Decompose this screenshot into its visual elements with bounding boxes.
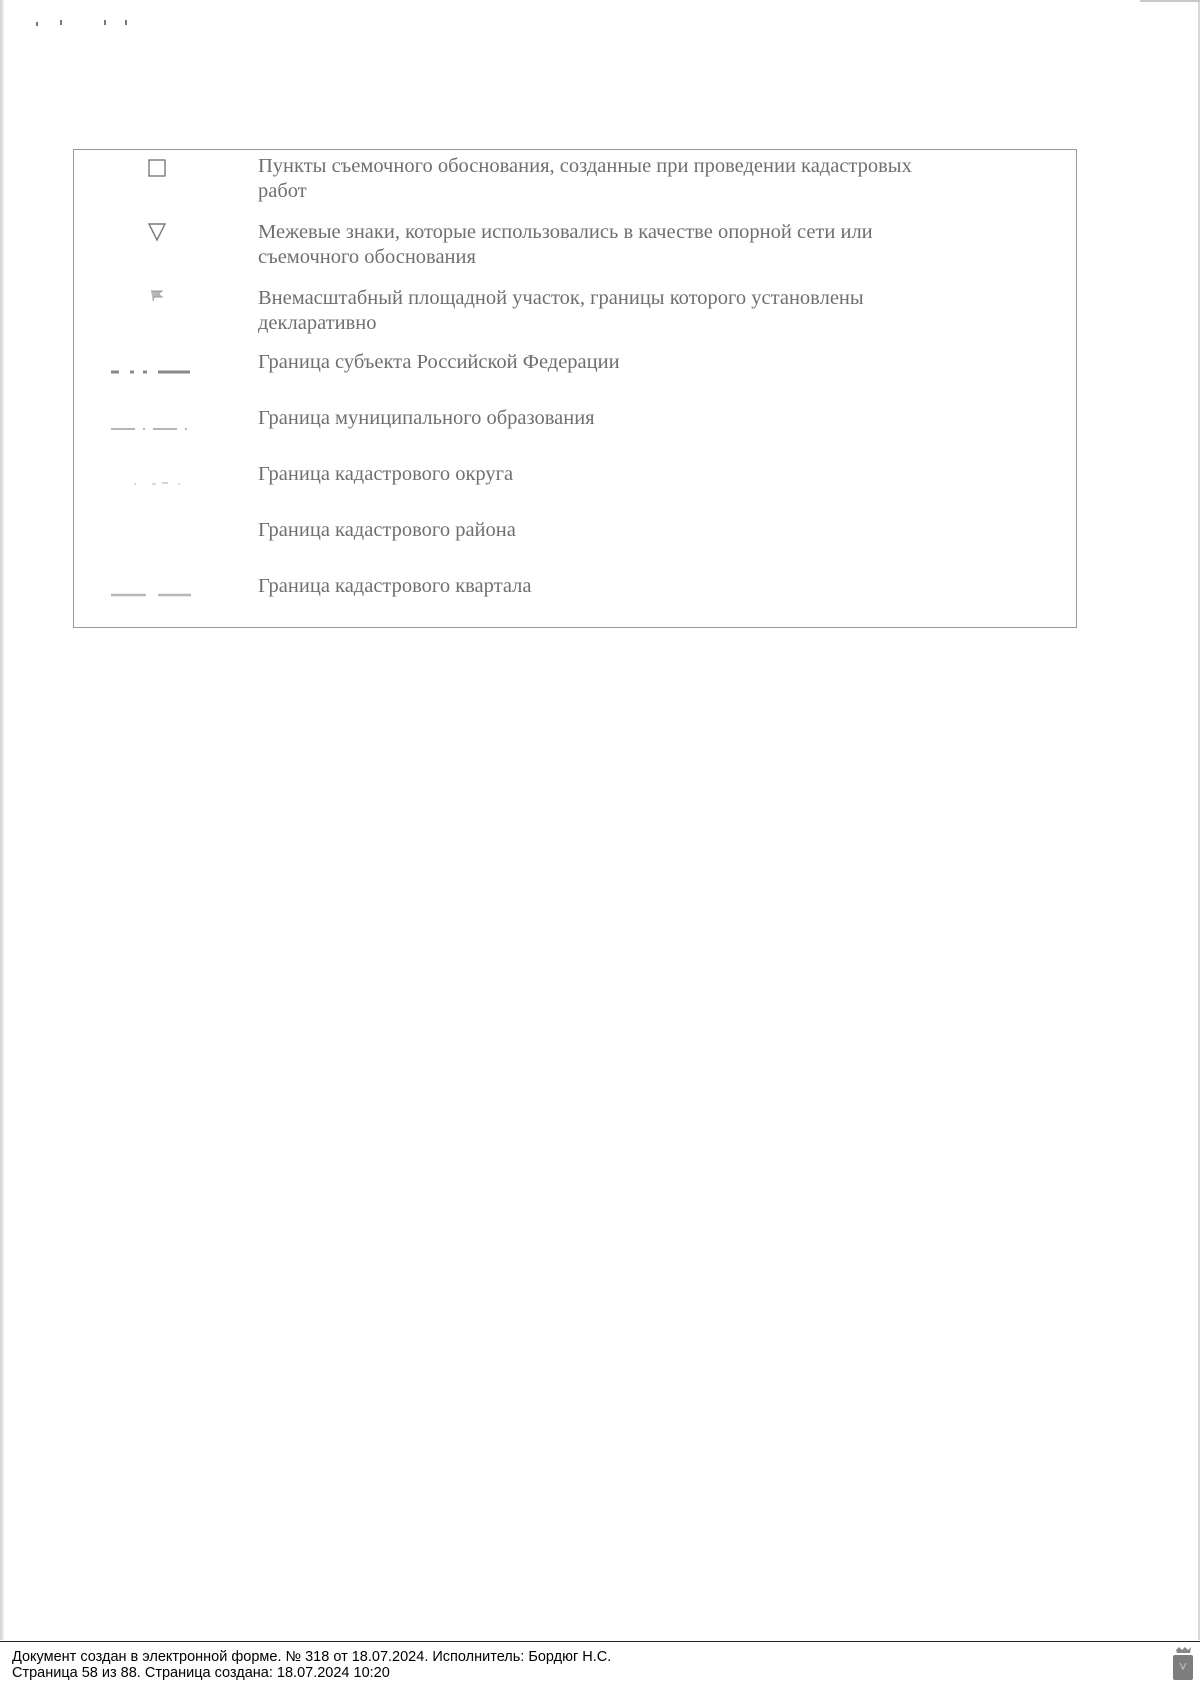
legend-text: Межевые знаки, которые использовались в качестве опорной сети или съемочного обоснования bbox=[258, 221, 873, 268]
scan-top-edge bbox=[1140, 0, 1200, 2]
footer-line-2: Страница 58 из 88. Страница создана: 18.07.2024 10:20 bbox=[12, 1665, 390, 1681]
scan-left-edge bbox=[0, 0, 4, 1640]
legend-text: Граница муниципального образования bbox=[258, 407, 595, 429]
footer-line-1: Документ создан в электронной форме. № 318 от 18.07.2024. Исполнитель: Бордюг Н.С. bbox=[12, 1649, 612, 1665]
flag-icon bbox=[102, 282, 212, 312]
footer-divider bbox=[0, 1641, 1200, 1642]
legend-text: Пункты съемочного обоснования, созданные при проведении кадастровых работ bbox=[258, 155, 912, 202]
document-footer bbox=[12, 1649, 611, 1681]
legend-text: Граница субъекта Российской Федерации bbox=[258, 351, 620, 373]
dash-dot-line-icon bbox=[102, 404, 212, 434]
legend-text: Внемасштабный площадной участок, границы которого установлены декларативно bbox=[258, 287, 864, 334]
legend-text: Граница кадастрового округа bbox=[258, 463, 514, 485]
legend-table bbox=[73, 149, 1077, 628]
square-outline-icon bbox=[102, 155, 212, 185]
legend-text: Граница кадастрового квартала bbox=[258, 575, 532, 597]
triangle-down-outline-icon bbox=[102, 219, 212, 249]
long-dash-line-icon bbox=[102, 572, 212, 602]
legend-text: Граница кадастрового района bbox=[258, 519, 516, 541]
scan-marks bbox=[36, 20, 136, 28]
faint-dashed-line-icon bbox=[102, 460, 212, 490]
dash-dot-dot-line-icon bbox=[102, 348, 212, 378]
emblem-stamp-icon bbox=[1171, 1645, 1195, 1681]
